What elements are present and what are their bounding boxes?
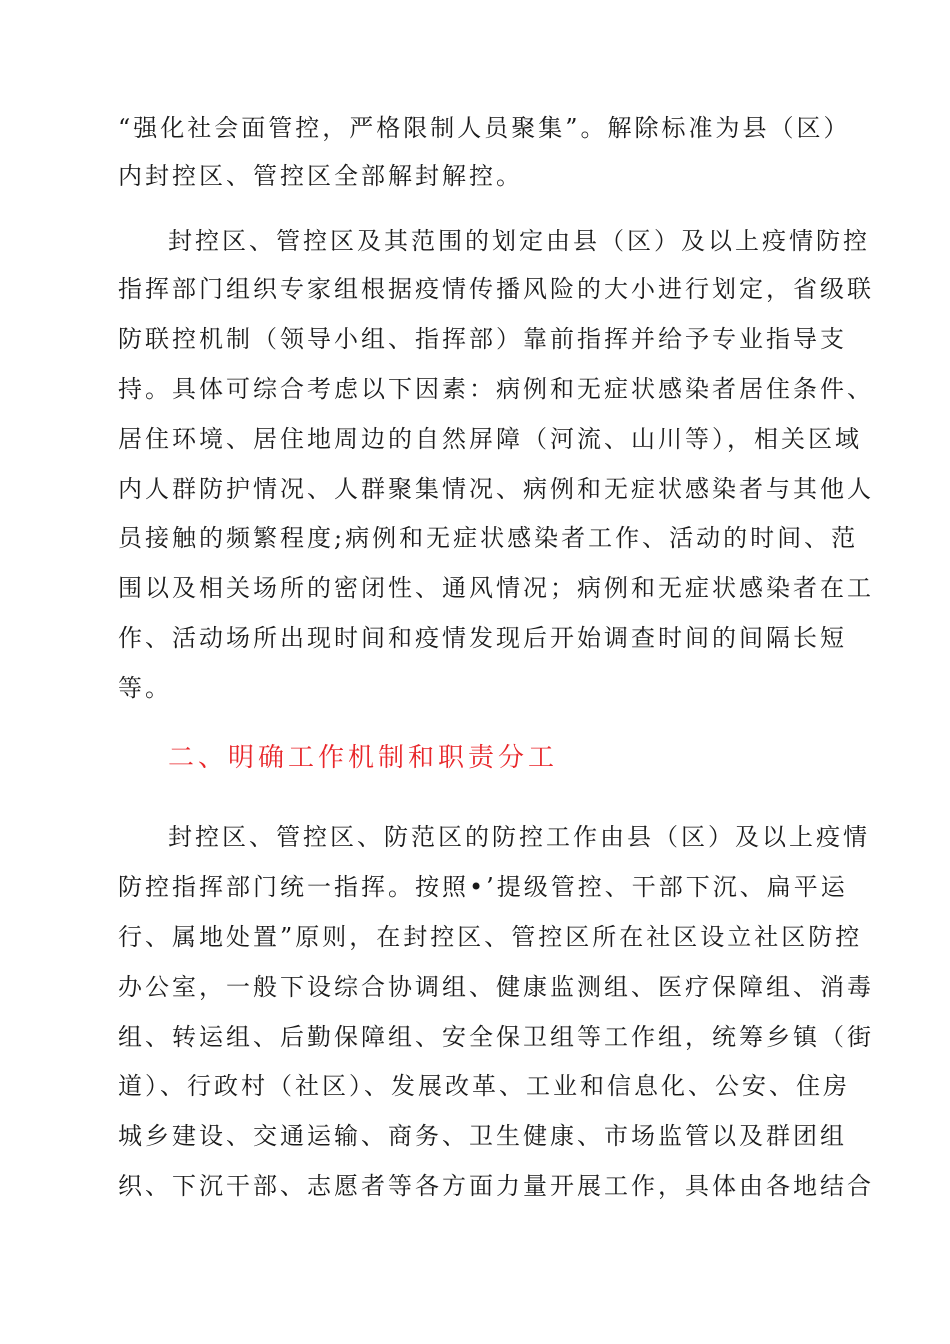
text-line: 行、属地处置”原则，在封控区、管控区所在社区设立社区防控 bbox=[118, 923, 863, 951]
section-heading: 二、明确工作机制和职责分工 bbox=[168, 743, 559, 773]
text-line: 防控指挥部门统一指挥。按照•’提级管控、干部下沉、扁平运 bbox=[118, 873, 848, 901]
text-line: 城乡建设、交通运输、商务、卫生健康、市场监管以及群团组 bbox=[118, 1122, 847, 1150]
text-line: 防联控机制（领导小组、指挥部）靠前指挥并给予专业指导支 bbox=[118, 325, 847, 353]
text-line: 封控区、管控区及其范围的划定由县（区）及以上疫情防控 bbox=[168, 227, 870, 255]
text-line: 内封控区、管控区全部解封解控。 bbox=[118, 162, 523, 190]
text-line: 员接触的频繁程度;病例和无症状感染者工作、活动的时间、范 bbox=[118, 524, 859, 552]
text-line: 织、下沉干部、志愿者等各方面力量开展工作，具体由各地结合 bbox=[118, 1172, 874, 1200]
text-line: 持。具体可综合考虑以下因素：病例和无症状感染者居住条件、 bbox=[118, 375, 874, 403]
text-line: 等。 bbox=[118, 674, 172, 702]
text-line: 作、活动场所出现时间和疫情发现后开始调查时间的间隔长短 bbox=[118, 624, 847, 652]
text-line: “强化社会面管控，严格限制人员聚集”。解除标准为县（区） bbox=[118, 114, 851, 142]
text-line: 指挥部门组织专家组根据疫情传播风险的大小进行划定，省级联 bbox=[118, 275, 874, 303]
text-line: 围以及相关场所的密闭性、通风情况；病例和无症状感染者在工 bbox=[118, 574, 874, 602]
text-line: 道）、行政村（社区）、发展改革、工业和信息化、公安、住房 bbox=[118, 1072, 850, 1100]
text-line: 内人群防护情况、人群聚集情况、病例和无症状感染者与其他人 bbox=[118, 475, 874, 503]
text-line: 组、转运组、后勤保障组、安全保卫组等工作组，统筹乡镇（街 bbox=[118, 1023, 874, 1051]
text-line: 封控区、管控区、防范区的防控工作由县（区）及以上疫情 bbox=[168, 823, 870, 851]
text-line: 办公室，一般下设综合协调组、健康监测组、医疗保障组、消毒 bbox=[118, 973, 874, 1001]
text-line: 居住环境、居住地周边的自然屏障（河流、山川等），相关区域 bbox=[118, 425, 862, 453]
